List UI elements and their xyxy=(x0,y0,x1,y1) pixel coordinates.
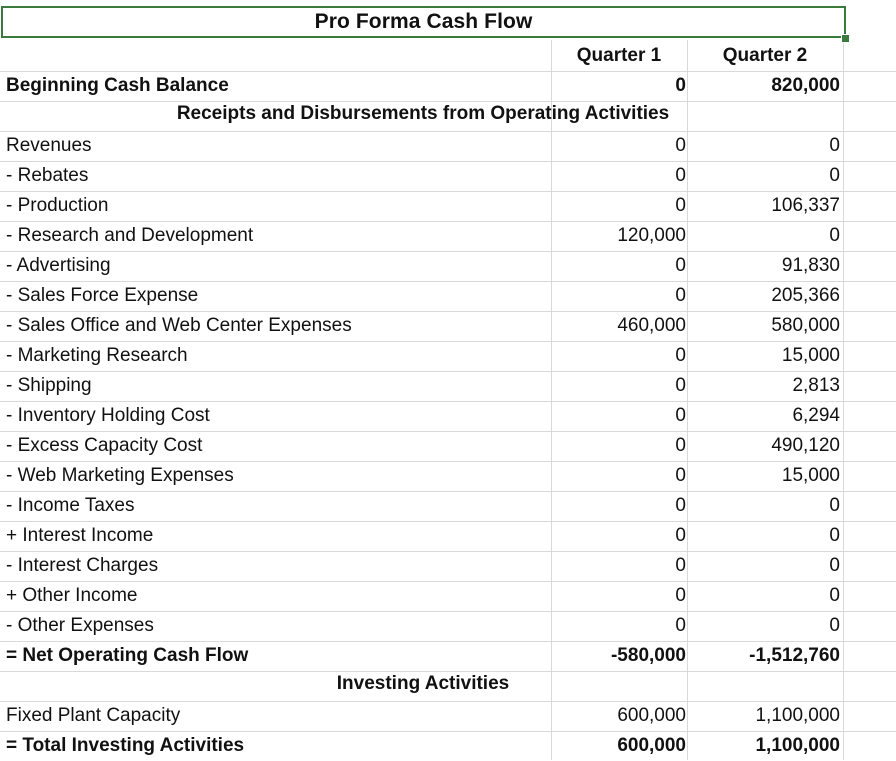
row-q2-value[interactable]: 15,000 xyxy=(781,465,840,486)
operating-section-header[interactable]: Receipts and Disbursements from Operating Activities xyxy=(176,103,670,124)
row-q2-value[interactable]: 106,337 xyxy=(771,195,840,216)
table-row xyxy=(0,491,896,521)
table-row xyxy=(0,311,896,341)
beginning-cash-q2[interactable]: 820,000 xyxy=(771,75,840,96)
row-label[interactable]: - Income Taxes xyxy=(6,495,135,516)
row-label[interactable]: - Excess Capacity Cost xyxy=(6,435,203,456)
row-q1-value[interactable]: 0 xyxy=(675,375,686,396)
row-q1-value[interactable]: 0 xyxy=(675,555,686,576)
row-q1-value[interactable]: 0 xyxy=(675,135,686,156)
table-row xyxy=(0,221,896,251)
row-label[interactable]: - Interest Charges xyxy=(6,555,159,576)
row-q1-value[interactable]: 0 xyxy=(675,525,686,546)
row-q1-value[interactable]: 0 xyxy=(675,255,686,276)
beginning-cash-row xyxy=(0,71,896,101)
beginning-cash-q1[interactable]: 0 xyxy=(675,75,686,96)
row-q2-value[interactable]: 0 xyxy=(829,165,840,186)
row-q2-value[interactable]: 6,294 xyxy=(792,405,840,426)
row-label[interactable]: - Research and Development xyxy=(6,225,254,246)
row-q2-value[interactable]: 0 xyxy=(829,225,840,246)
row-q2-value[interactable]: 0 xyxy=(829,615,840,636)
table-row xyxy=(0,461,896,491)
beginning-cash-label[interactable]: Beginning Cash Balance xyxy=(6,75,229,96)
table-row xyxy=(0,521,896,551)
row-label[interactable]: + Interest Income xyxy=(6,525,154,546)
row-q2-value[interactable]: 0 xyxy=(829,585,840,606)
row-q2-value[interactable]: 580,000 xyxy=(771,315,840,336)
row-label[interactable]: + Other Income xyxy=(6,585,138,606)
table-row xyxy=(0,371,896,401)
table-row xyxy=(0,431,896,461)
row-q2-value[interactable]: 2,813 xyxy=(792,375,840,396)
table-row xyxy=(0,401,896,431)
net-operating-q2[interactable]: -1,512,760 xyxy=(749,645,840,666)
row-q1-value[interactable]: 0 xyxy=(675,615,686,636)
table-row xyxy=(0,581,896,611)
row-label[interactable]: - Rebates xyxy=(6,165,89,186)
row-label[interactable]: - Production xyxy=(6,195,109,216)
table-row xyxy=(0,251,896,281)
net-operating-q1[interactable]: -580,000 xyxy=(610,645,686,666)
row-label[interactable]: Revenues xyxy=(6,135,92,156)
row-q1-value[interactable]: 0 xyxy=(675,195,686,216)
table-row xyxy=(0,551,896,581)
row-q1-value[interactable]: 0 xyxy=(675,405,686,426)
investing-section-header[interactable]: Investing Activities xyxy=(336,673,510,694)
row-q2-value[interactable]: 490,120 xyxy=(771,435,840,456)
row-label[interactable]: - Sales Force Expense xyxy=(6,285,199,306)
row-q1-value[interactable]: 0 xyxy=(675,435,686,456)
row-q1-value[interactable]: 0 xyxy=(675,495,686,516)
table-row xyxy=(0,281,896,311)
row-label[interactable]: Fixed Plant Capacity xyxy=(6,705,181,726)
row-q1-value[interactable]: 0 xyxy=(675,285,686,306)
row-label[interactable]: - Shipping xyxy=(6,375,92,396)
page-title: Pro Forma Cash Flow xyxy=(314,10,533,33)
row-q1-value[interactable]: 120,000 xyxy=(617,225,686,246)
row-label[interactable]: - Sales Office and Web Center Expenses xyxy=(6,315,352,336)
row-label[interactable]: - Advertising xyxy=(6,255,111,276)
quarter-2-header[interactable]: Quarter 2 xyxy=(722,45,808,66)
investing-header-row xyxy=(0,669,896,699)
row-q2-value[interactable]: 205,366 xyxy=(771,285,840,306)
row-label[interactable]: - Other Expenses xyxy=(6,615,154,636)
total-investing-q2[interactable]: 1,100,000 xyxy=(755,735,840,756)
table-row xyxy=(0,161,896,191)
table-row xyxy=(0,341,896,371)
row-q1-value[interactable]: 460,000 xyxy=(617,315,686,336)
table-row xyxy=(0,131,896,161)
table-row xyxy=(0,191,896,221)
row-q1-value[interactable]: 0 xyxy=(675,345,686,366)
row-q2-value[interactable]: 0 xyxy=(829,135,840,156)
operating-header-row xyxy=(0,99,896,129)
row-q2-value[interactable]: 0 xyxy=(829,525,840,546)
row-label[interactable]: - Inventory Holding Cost xyxy=(6,405,210,426)
row-q1-value[interactable]: 0 xyxy=(675,585,686,606)
row-q2-value[interactable]: 1,100,000 xyxy=(755,705,840,726)
net-operating-row xyxy=(0,641,896,671)
row-q1-value[interactable]: 0 xyxy=(675,165,686,186)
row-q2-value[interactable]: 0 xyxy=(829,555,840,576)
row-q1-value[interactable]: 600,000 xyxy=(617,705,686,726)
row-q2-value[interactable]: 91,830 xyxy=(781,255,840,276)
net-operating-label[interactable]: = Net Operating Cash Flow xyxy=(6,645,249,666)
selected-title-cell[interactable] xyxy=(1,6,846,38)
quarter-1-header[interactable]: Quarter 1 xyxy=(576,45,662,66)
row-q2-value[interactable]: 0 xyxy=(829,495,840,516)
row-q1-value[interactable]: 0 xyxy=(675,465,686,486)
column-header-row xyxy=(0,41,896,71)
total-investing-q1[interactable]: 600,000 xyxy=(617,735,686,756)
table-row xyxy=(0,701,896,731)
row-label[interactable]: - Web Marketing Expenses xyxy=(6,465,234,486)
table-row xyxy=(0,611,896,641)
row-label[interactable]: - Marketing Research xyxy=(6,345,188,366)
row-q2-value[interactable]: 15,000 xyxy=(781,345,840,366)
total-investing-label[interactable]: = Total Investing Activities xyxy=(6,735,245,756)
total-investing-row xyxy=(0,731,896,761)
